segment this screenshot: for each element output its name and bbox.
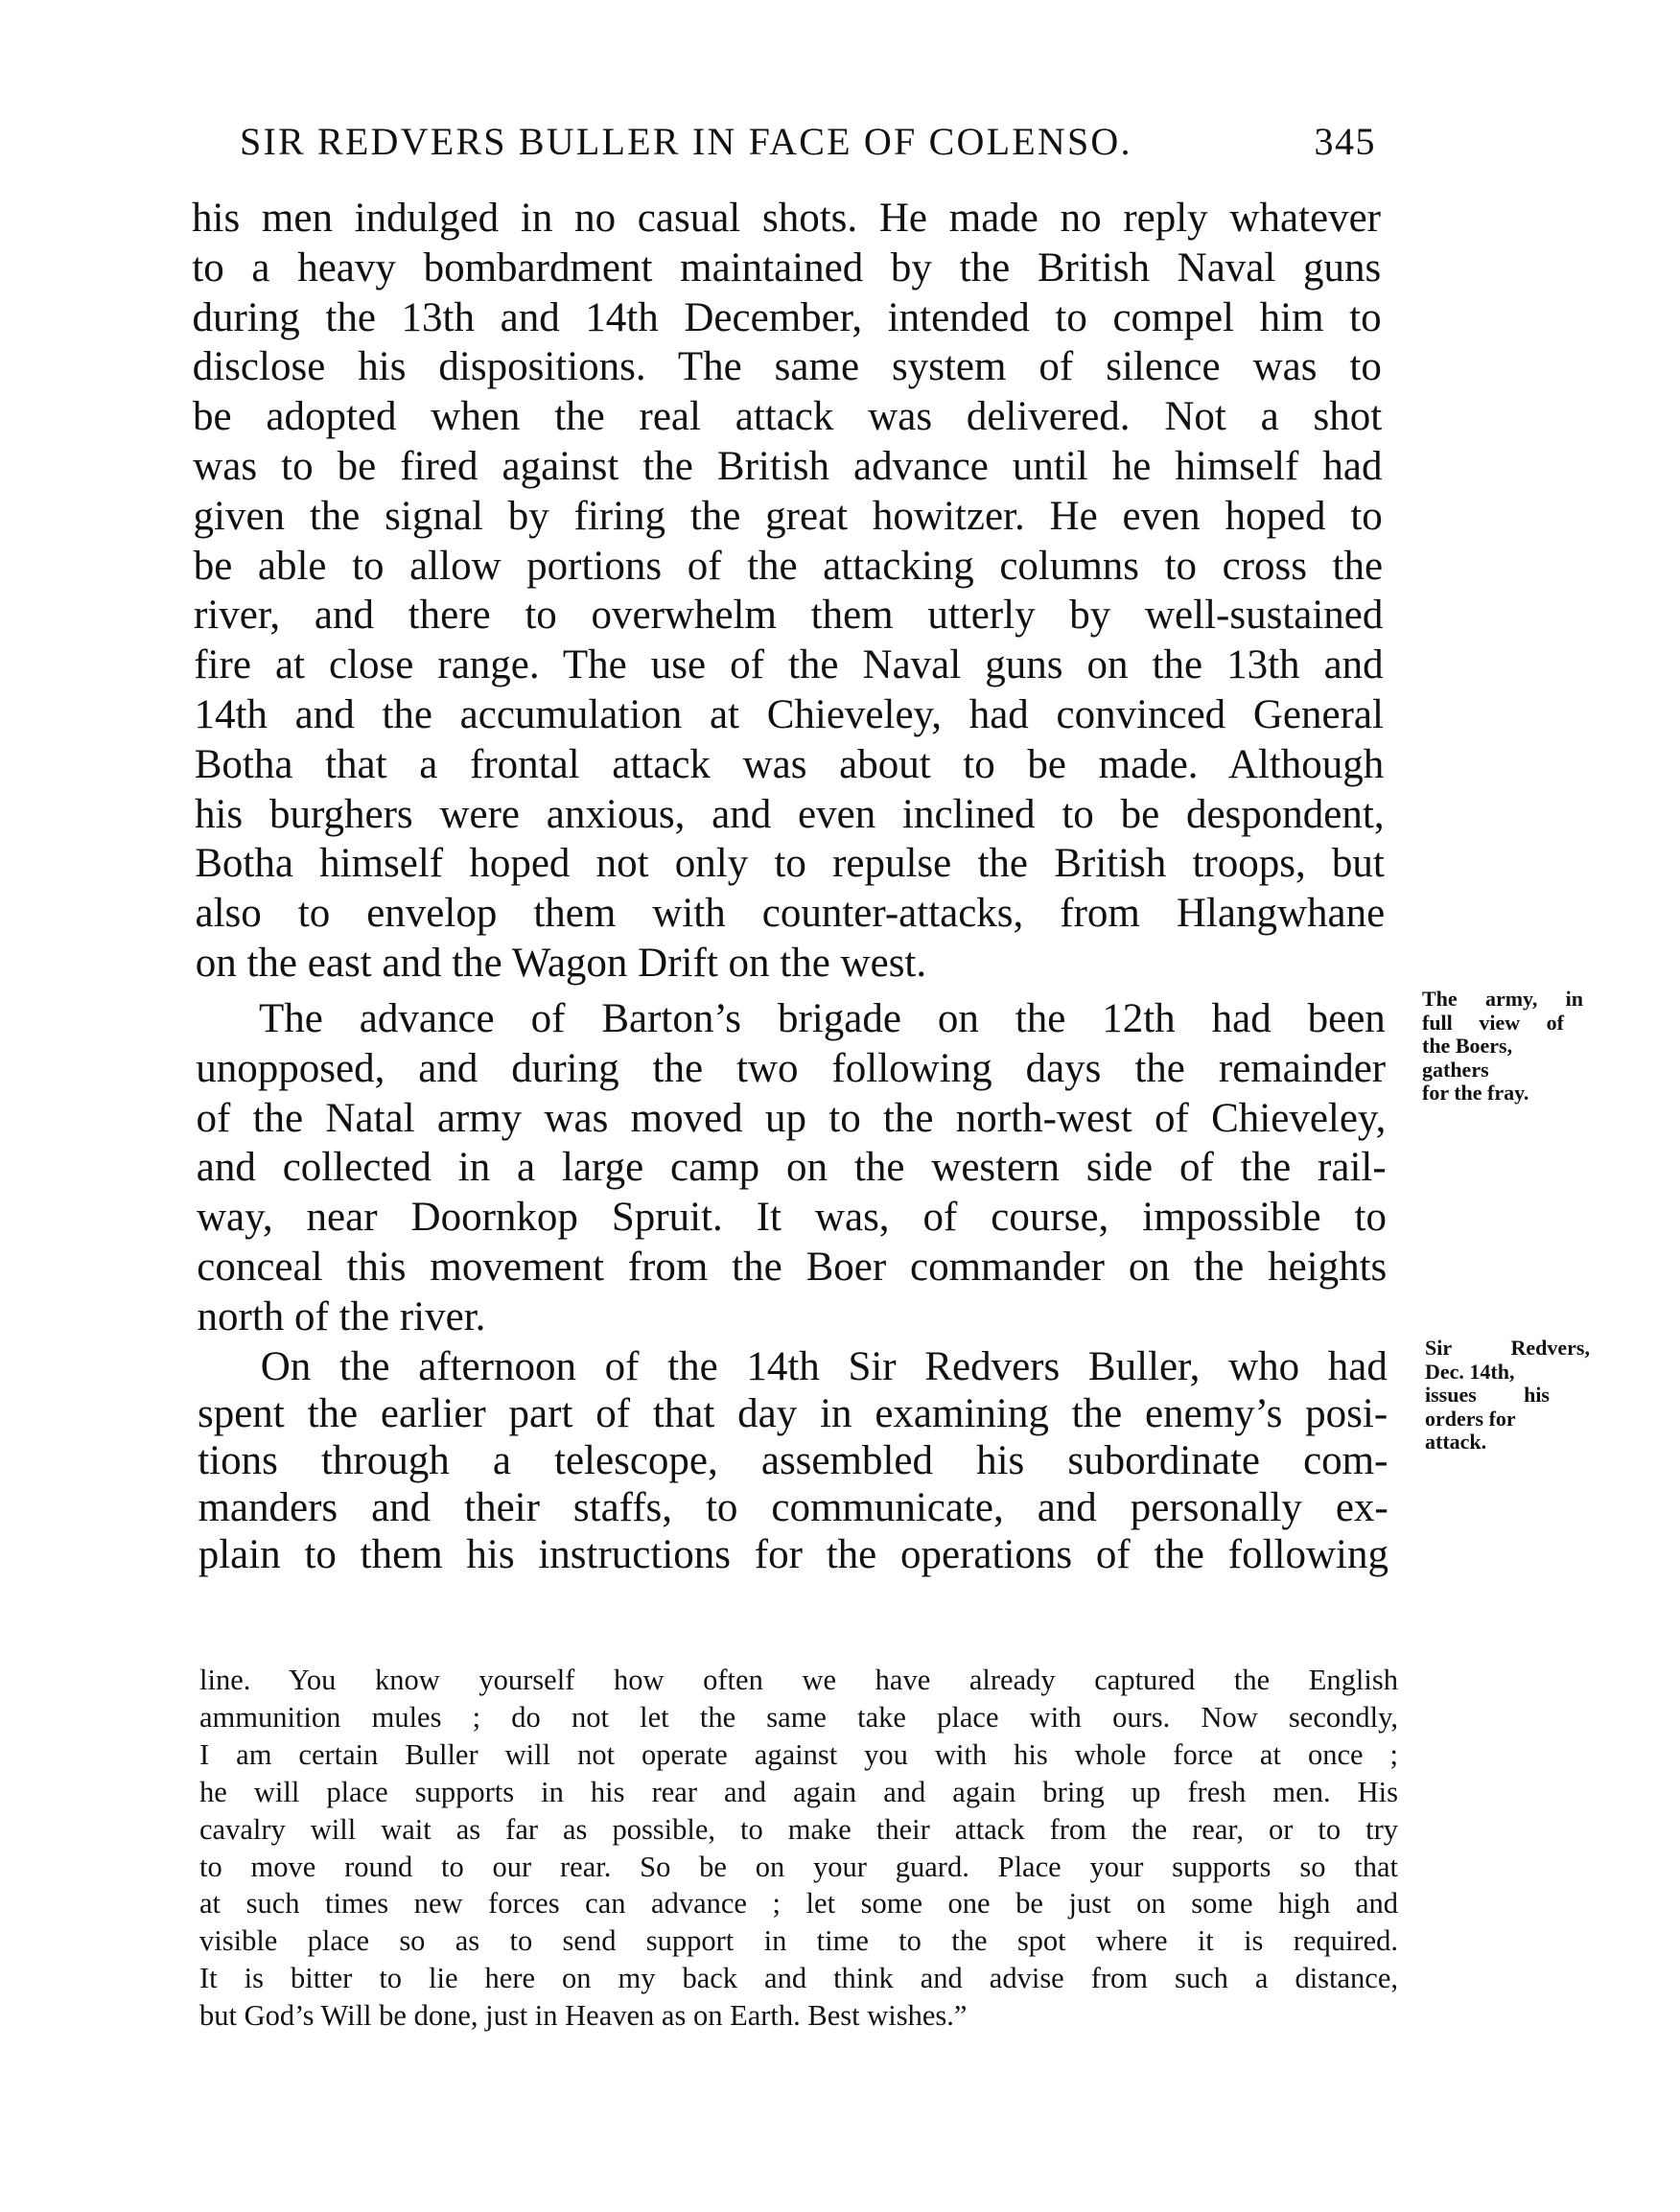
chapter-heading: SIR REDVERS BULLER IN FACE OF COLENSO. [240, 120, 1132, 163]
paragraph-1-line: on the east and the Wagon Drift on the west. [195, 941, 927, 986]
paragraph-3-line: On the afternoon of the 14th Sir Redvers Buller, who had [260, 1344, 1388, 1389]
footnote-line: he will place supports in his rear and again and again bring up fresh men. His [199, 1775, 1398, 1808]
footnote-line: to move round to our rear. So be on your guard. Place your supports so that [199, 1850, 1398, 1883]
margin-note-line: attack. [1425, 1430, 1487, 1454]
paragraph-1-line: Botha that a frontal attack was about to be made. Although [194, 741, 1385, 787]
margin-note-line: for the fray. [1422, 1081, 1529, 1105]
margin-note-line: Dec. 14th, [1425, 1359, 1515, 1384]
paragraph-1-line: his men indulged in no casual shots. He made no reply whatever [192, 196, 1381, 241]
footnote-line: but God’s Will be done, just in Heaven as on Earth. Best wishes.” [199, 1999, 968, 2033]
paragraph-2-line: conceal this movement from the Boer commander on the heights [197, 1245, 1388, 1290]
page-number: 345 [1314, 120, 1376, 163]
paragraph-2-line: unopposed, and during the two following days the remainder [196, 1045, 1387, 1091]
paragraph-1-line: river, and there to overwhelm them utterly by well-sustained [193, 593, 1384, 639]
paragraph-1-line: given the signal by firing the great howitzer. He even hoped to [193, 493, 1383, 539]
paragraph-2-line: The advance of Barton’s brigade on the 12th had been [259, 996, 1386, 1041]
paragraph-1-line: to a heavy bombardment maintained by the British Naval guns [192, 244, 1382, 291]
paragraph-2-line: of the Natal army was moved up to the north-west of Chieveley, [196, 1095, 1387, 1141]
footnote-line: ammunition mules ; do not let the same take place with ours. Now secondly, [199, 1700, 1398, 1734]
footnote-line: line. You know yourself how often we have already captured the English [199, 1664, 1398, 1696]
paragraph-1-line: during the 13th and 14th December, intended to compel him to [192, 294, 1382, 340]
paragraph-3-line: tions through a telescope, assembled his subordinate com- [198, 1438, 1388, 1483]
running-head [240, 119, 1376, 167]
paragraph-1-line: fire at close range. The use of the Naval guns on the 13th and [194, 642, 1384, 688]
footnote-line: at such times new forces can advance ; let some one be just on some high and [199, 1887, 1398, 1921]
margin-note-line: the Boers, [1422, 1034, 1513, 1058]
paragraph-2-line: way, near Doornkop Spruit. It was, of course, impossible to [197, 1195, 1387, 1241]
paragraph-1-line: 14th and the accumulation at Chieveley, had convinced General [194, 692, 1384, 737]
paragraph-2-line: north of the river. [197, 1293, 486, 1339]
footnote-line: cavalry will wait as far as possible, to make their attack from the rear, or to try [199, 1812, 1398, 1846]
margin-note-line: The army, in [1422, 987, 1583, 1011]
footnote-line: I am certain Buller will not operate against you with his whole force at once ; [199, 1737, 1398, 1771]
paragraph-1-line: be able to allow portions of the attacking columns to cross the [193, 543, 1384, 589]
margin-note-line: Sir Redvers, [1425, 1336, 1590, 1360]
paragraph-1-line: was to be fired against the British advance until he himself had [193, 444, 1383, 489]
paragraph-1-line: also to envelop them with counter-attacks, from Hlangwhane [195, 891, 1386, 937]
footnote-line: visible place so as to send support in time to the spot where it is required. [199, 1924, 1398, 1958]
paragraph-1-line: his burghers were anxious, and even inclined to be despondent, [194, 791, 1385, 837]
footnote-line: It is bitter to lie here on my back and think and advise from such a distance, [199, 1962, 1398, 1995]
paragraph-1-line: disclose his dispositions. The same system of silence was to [192, 344, 1382, 390]
margin-note-line: full view of [1422, 1010, 1564, 1035]
paragraph-3-line: manders and their staffs, to communicate, and personally ex- [198, 1485, 1388, 1530]
margin-note-line: issues his [1425, 1383, 1550, 1407]
margin-note-line: gathers [1422, 1057, 1489, 1082]
margin-note-line: orders for [1425, 1406, 1516, 1431]
paragraph-3-line: spent the earlier part of that day in examining the enemy’s posi- [197, 1391, 1388, 1436]
paragraph-3-line: plain to them his instructions for the operations of the following [198, 1532, 1389, 1577]
paragraph-2-line: and collected in a large camp on the western side of the rail- [196, 1145, 1387, 1191]
paragraph-1-line: be adopted when the real attack was delivered. Not a shot [193, 394, 1383, 440]
paragraph-1-line: Botha himself hoped not only to repulse the British troops, but [195, 841, 1385, 887]
